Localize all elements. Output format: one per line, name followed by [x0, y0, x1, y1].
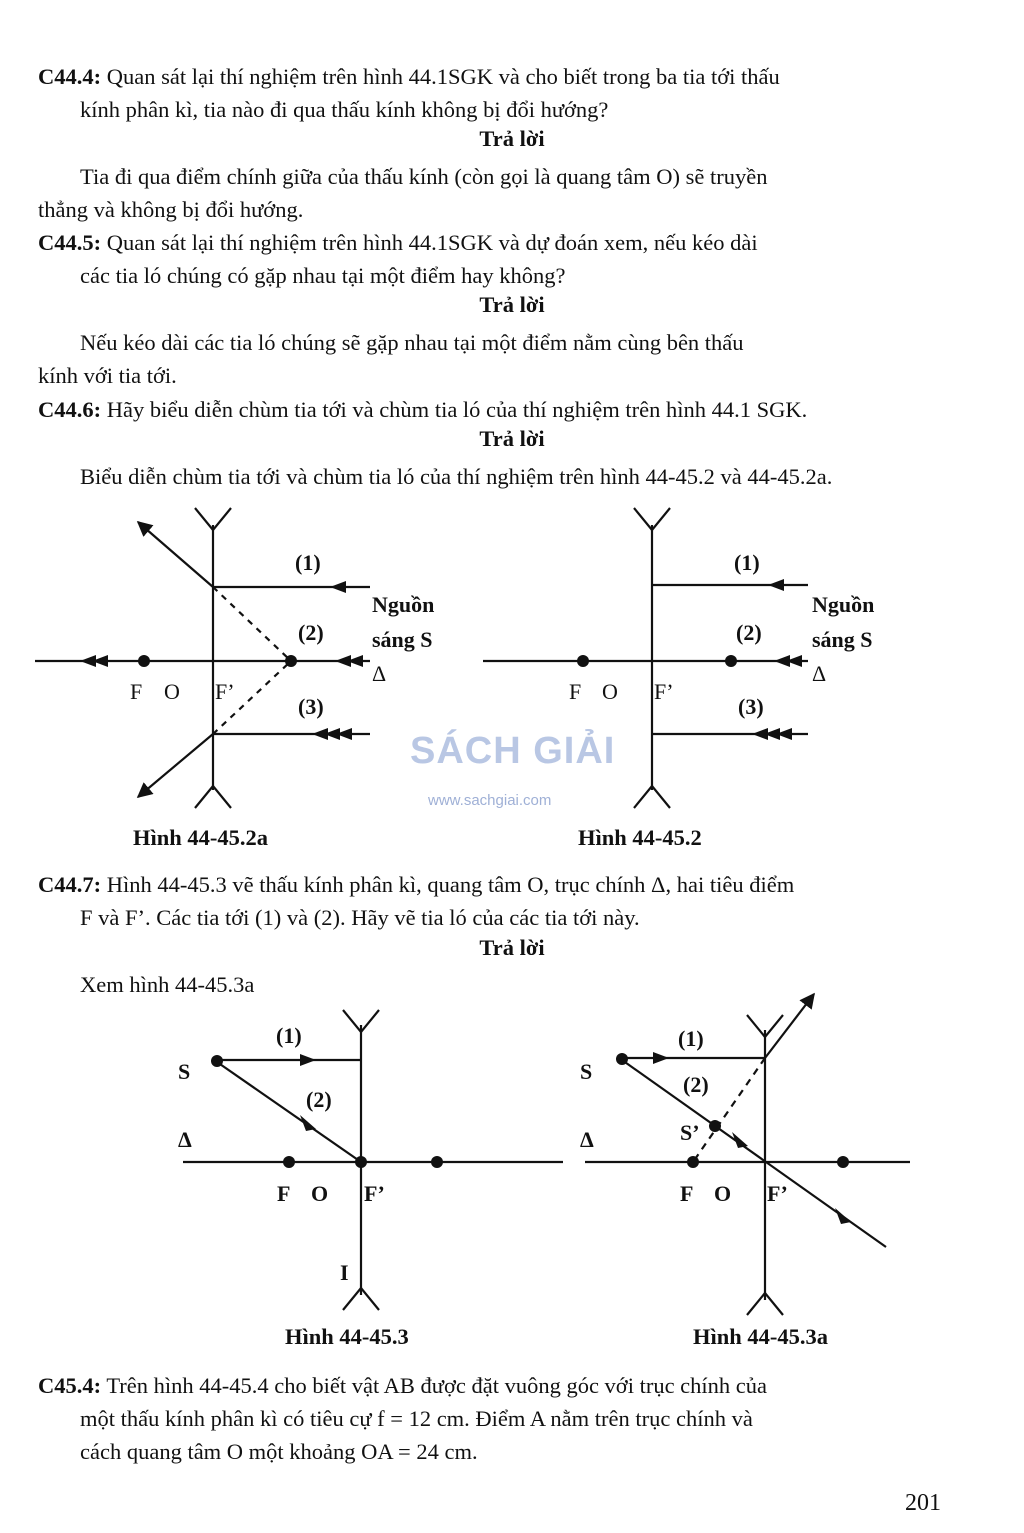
- focus-F-label: F: [680, 1181, 694, 1206]
- question-c45-4-line3: cách quang tâm O một khoảng OA = 24 cm.: [80, 1439, 478, 1464]
- source-label: Nguồn: [372, 592, 435, 617]
- question-label: C44.4:: [38, 64, 102, 89]
- focus-point: [138, 655, 150, 667]
- focus-F-label: F: [130, 679, 143, 704]
- center-O-label: O: [164, 679, 180, 704]
- question-c44-7: [38, 868, 944, 901]
- ray-1-label: (1): [678, 1026, 704, 1051]
- center-O-label: O: [602, 679, 618, 704]
- question-c44-5-line2: các tia ló chúng có gặp nhau tại một điểm hay không?: [80, 263, 566, 288]
- source-label-2: sáng S: [372, 627, 433, 652]
- question-text: Trên hình 44-45.4 cho biết vật AB được đặt vuông góc với trục chính của: [101, 1373, 768, 1398]
- question-label: C44.7:: [38, 872, 102, 897]
- question-label: C44.6:: [38, 397, 102, 422]
- focus-point: [725, 655, 737, 667]
- ray-2-label: (2): [736, 620, 762, 645]
- axis-label: Δ: [812, 661, 827, 686]
- watermark-url: www.sachgiai.com: [428, 792, 552, 809]
- answer-heading: Trả lời: [479, 126, 545, 151]
- center-O-label: O: [714, 1181, 732, 1206]
- ray-1-extension: [213, 587, 291, 661]
- source-point: [211, 1055, 223, 1067]
- arrow-icon: [768, 579, 784, 591]
- arrow-icon: [835, 1208, 851, 1224]
- source-label: Nguồn: [812, 592, 875, 617]
- answer-text: Tia đi qua điểm chính giữa của thấu kính (còn gọi là quang tâm O) sẽ truyền: [80, 164, 768, 189]
- focus-point: [283, 1156, 295, 1168]
- figure-caption: Hình 44-45.2a: [133, 825, 269, 850]
- figure-44-45-3-labels: [178, 1023, 385, 1285]
- question-c45-4: [38, 1369, 944, 1402]
- axis-label: Δ: [580, 1127, 594, 1152]
- ray-1-label: (1): [295, 550, 321, 575]
- figure-44-45-2-marks: [577, 579, 802, 740]
- arrow-icon: [330, 581, 346, 593]
- answer-heading: Trả lời: [479, 935, 545, 960]
- answer-text: Biểu diễn chùm tia tới và chùm tia ló của thí nghiệm trên hình 44-45.2 và 44-45.2a.: [80, 464, 833, 489]
- center-O-label: O: [311, 1181, 329, 1206]
- ray-2-label: (2): [683, 1072, 709, 1097]
- ray-2-label: (2): [298, 620, 324, 645]
- focus-F-label: F: [277, 1181, 291, 1206]
- focus-point: [431, 1156, 443, 1168]
- question-c44-7-line2: F và F’. Các tia tới (1) và (2). Hãy vẽ tia ló của các tia tới này.: [80, 905, 640, 930]
- ray-1-label: (1): [734, 550, 760, 575]
- answer-heading: Trả lời: [479, 292, 545, 317]
- question-label: C44.5:: [38, 230, 102, 255]
- ray-2-label: (2): [306, 1087, 332, 1112]
- arrow-icon: [653, 1052, 669, 1064]
- ray-1-emergent: [138, 522, 213, 587]
- image-Sp-label: S’: [680, 1120, 700, 1145]
- source-S-label: S: [580, 1059, 593, 1084]
- source-label-2: sáng S: [812, 627, 873, 652]
- answer-text-line2: kính với tia tới.: [38, 363, 177, 388]
- question-text: Hình 44-45.3 vẽ thấu kính phân kì, quang tâm O, trục chính Δ, hai tiêu điểm: [101, 872, 795, 897]
- figure-44-45-3a-labels: [580, 1026, 788, 1206]
- watermark-logo: SÁCH GIẢI: [410, 730, 616, 772]
- ray-1-emergent: [765, 994, 814, 1058]
- figure-44-45-2a-labels: [130, 550, 434, 719]
- axis-label: Δ: [372, 661, 387, 686]
- question-text: Quan sát lại thí nghiệm trên hình 44.1SGK và cho biết trong ba tia tới thấu: [101, 64, 780, 89]
- image-point: [709, 1120, 721, 1132]
- answer-text-line2: thẳng và không bị đổi hướng.: [38, 197, 304, 222]
- figure-44-45-2-labels: [569, 550, 874, 719]
- focus-point: [687, 1156, 699, 1168]
- source-point: [616, 1053, 628, 1065]
- figure-caption: Hình 44-45.3: [285, 1324, 409, 1349]
- page-number: 201: [905, 1490, 941, 1516]
- question-c44-4-line2: kính phân kì, tia nào đi qua thấu kính không bị đổi hướng?: [80, 97, 609, 122]
- ray-1-label: (1): [276, 1023, 302, 1048]
- focus-point: [577, 655, 589, 667]
- answer-text: Xem hình 44-45.3a: [80, 972, 255, 997]
- focus-F-label: F: [569, 679, 582, 704]
- question-c45-4-line2: một thấu kính phân kì có tiêu cự f = 12 cm. Điểm A nằm trên trục chính và: [80, 1406, 753, 1431]
- ray-3-emergent: [138, 734, 213, 797]
- focus-Fp-label: F’: [767, 1181, 788, 1206]
- ray-3-label: (3): [298, 694, 324, 719]
- ray-3-label: (3): [738, 694, 764, 719]
- focus-Fp-label: F’: [364, 1181, 385, 1206]
- focus-point: [285, 655, 297, 667]
- focus-Fp-label: F’: [215, 679, 235, 704]
- focus-point: [837, 1156, 849, 1168]
- figure-caption: Hình 44-45.3a: [693, 1324, 829, 1349]
- axis-label: Δ: [178, 1127, 192, 1152]
- figure-44-45-3: [183, 1010, 563, 1310]
- ray-2-incident: [217, 1062, 361, 1162]
- arrow-icon: [300, 1115, 316, 1131]
- question-text: Hãy biểu diễn chùm tia tới và chùm tia ló của thí nghiệm trên hình 44.1 SGK.: [101, 397, 808, 422]
- arrow-icon: [300, 1054, 316, 1066]
- answer-text: Nếu kéo dài các tia ló chúng sẽ gặp nhau tại một điểm nằm cùng bên thấu: [80, 330, 744, 355]
- point-I-label: I: [340, 1260, 349, 1285]
- answer-heading: Trả lời: [479, 426, 545, 451]
- figure-caption: Hình 44-45.2: [578, 825, 702, 850]
- focus-Fp-label: F’: [654, 679, 674, 704]
- question-label: C45.4:: [38, 1373, 102, 1398]
- source-S-label: S: [178, 1059, 191, 1084]
- center-point: [355, 1156, 367, 1168]
- figure-44-45-3a: [585, 994, 910, 1315]
- question-text: Quan sát lại thí nghiệm trên hình 44.1SGK và dự đoán xem, nếu kéo dài: [101, 230, 758, 255]
